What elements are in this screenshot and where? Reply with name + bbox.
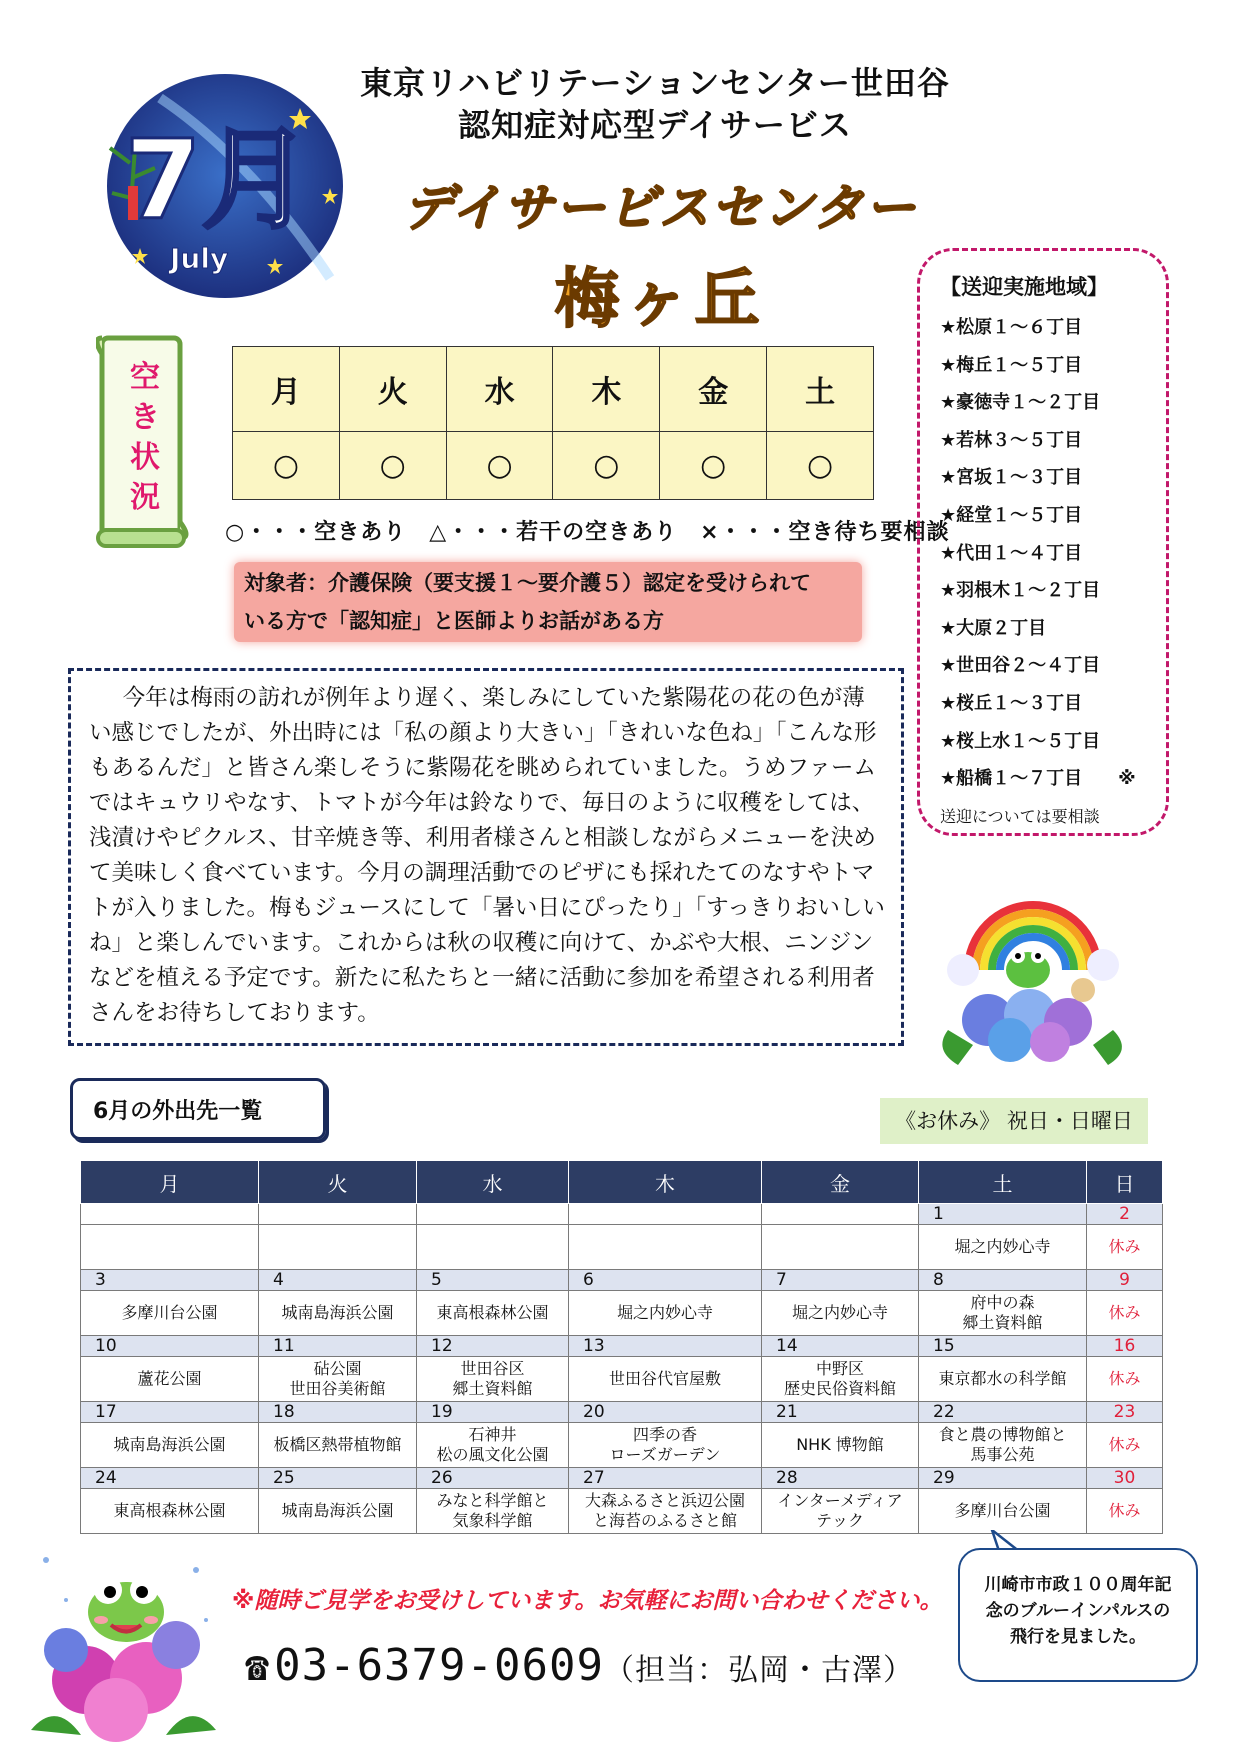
calendar-date: 11 [259, 1336, 417, 1357]
phone-number[interactable]: 03-6379-0609 [274, 1640, 604, 1691]
availability-label: 空き状況 [130, 360, 160, 515]
transport-area-item: ★経堂１～５丁目 [940, 504, 1083, 526]
calendar-date: 22 [919, 1402, 1087, 1423]
contact-phone [245, 1640, 914, 1691]
calendar-place-row [81, 1423, 1163, 1468]
calendar-date: 24 [81, 1468, 259, 1489]
calendar-date: 4 [259, 1270, 417, 1291]
calendar-date: 13 [569, 1336, 762, 1357]
calendar-outing-place [417, 1225, 569, 1270]
calendar-outing-place: 城南島海浜公園 [259, 1291, 417, 1336]
availability-day: 月 [233, 347, 340, 432]
outing-calendar [80, 1160, 1163, 1534]
calendar-date-row [81, 1270, 1163, 1291]
transport-area-note: 送迎については要相談 [940, 806, 1100, 826]
availability-status: ○ [446, 431, 553, 499]
calendar-outing-place [762, 1225, 919, 1270]
transport-area-item: ★大原２丁目 [940, 617, 1047, 639]
monthly-message: 今年は梅雨の訪れが例年より遅く、楽しみにしていた紫陽花の花の色が薄い感じでしたが、外出時には「私の顔より大きい」「きれいな色ね」「こんな形もあるんだ」と皆さん楽しそうに紫陽花を眺められていました。うめファームではキュウリやなす、トマトが今年は鈴なりで、毎日のように収穫をしては、浅漬けやピクルス、甘辛焼き等、利用者様さんと相談しながらメニューを決めて美味しく食べています。今月の調理活動でのピザにも採れたてのなすやトマトが入りました。梅もジュースにして「暑い日にぴったり」「すっきりおいしいね」と楽しんでいます。これからは秋の収穫に向けて、かぶや大根、ニンジンなどを植える予定です。新たに私たちと一緒に活動に参加を希望される利用者さんをお待ちしております。 [68, 668, 904, 1046]
transport-area-item: ★桜丘１～３丁目 [940, 692, 1083, 714]
calendar-date: 16 [1087, 1336, 1163, 1357]
transport-area-item: ★代田１～４丁目 [940, 542, 1083, 564]
calendar-rest-day: 休み [1087, 1489, 1163, 1534]
calendar-outing-place: 四季の香 ローズガーデン [569, 1423, 762, 1468]
calendar-date: 20 [569, 1402, 762, 1423]
org-name-line1: 東京リハビリテーションセンター世田谷 [360, 64, 950, 102]
calendar-date [81, 1204, 259, 1225]
contact-persons: （担当：弘岡・古澤） [603, 1653, 914, 1688]
org-name-line2: 認知症対応型デイサービス [458, 106, 852, 144]
transport-area-item: ★羽根木１～２丁目 [940, 580, 1101, 602]
transport-area-item: ★桜上水１～５丁目 [940, 730, 1101, 752]
calendar-date: 8 [919, 1270, 1087, 1291]
calendar-date [417, 1204, 569, 1225]
calendar-date: 25 [259, 1468, 417, 1489]
calendar-place-row [81, 1291, 1163, 1336]
calendar-outing-place: 食と農の博物館と 馬事公苑 [919, 1423, 1087, 1468]
calendar-date: 23 [1087, 1402, 1163, 1423]
calendar-outing-place: 砧公園 世田谷美術館 [259, 1357, 417, 1402]
calendar-outing-place: 大森ふるさと浜辺公園 と海苔のふるさと館 [569, 1489, 762, 1534]
calendar-outing-place: 多摩川台公園 [81, 1291, 259, 1336]
calendar-date: 12 [417, 1336, 569, 1357]
calendar-date: 27 [569, 1468, 762, 1489]
calendar-date: 10 [81, 1336, 259, 1357]
calendar-day-header: 火 [259, 1161, 417, 1204]
availability-legend: ○・・・空きあり △・・・若干の空きあり ×・・・空き待ち要相談 [225, 520, 950, 545]
calendar-date: 5 [417, 1270, 569, 1291]
calendar-day-header: 日 [1087, 1161, 1163, 1204]
calendar-outing-place: 蘆花公園 [81, 1357, 259, 1402]
calendar-date: 9 [1087, 1270, 1163, 1291]
calendar-day-header: 金 [762, 1161, 919, 1204]
availability-day: 火 [339, 347, 446, 432]
calendar-date: 15 [919, 1336, 1087, 1357]
calendar-date: 21 [762, 1402, 919, 1423]
calendar-outing-place: 中野区 歴史民俗資料館 [762, 1357, 919, 1402]
calendar-date: 17 [81, 1402, 259, 1423]
calendar-outing-place: 東高根森林公園 [81, 1489, 259, 1534]
calendar-day-header: 水 [417, 1161, 569, 1204]
holiday-note: 《お休み》 祝日・日曜日 [880, 1098, 1148, 1144]
calendar-day-header: 月 [81, 1161, 259, 1204]
calendar-date: 18 [259, 1402, 417, 1423]
calendar-rest-day: 休み [1087, 1291, 1163, 1336]
calendar-date: 7 [762, 1270, 919, 1291]
availability-table [232, 346, 874, 500]
calendar-date: 3 [81, 1270, 259, 1291]
calendar-date: 28 [762, 1468, 919, 1489]
july-badge-illustration [100, 68, 358, 306]
calendar-outing-place: みなと科学館と 気象科学館 [417, 1489, 569, 1534]
calendar-outing-place: 世田谷代官屋敷 [569, 1357, 762, 1402]
calendar-outing-place: 石神井 松の風文化公園 [417, 1423, 569, 1468]
calendar-date-row [81, 1204, 1163, 1225]
target-eligibility [234, 562, 862, 642]
transport-area-item: ★宮坂１～３丁目 [940, 467, 1083, 489]
calendar-day-header: 土 [919, 1161, 1087, 1204]
availability-status: ○ [339, 431, 446, 499]
calendar-place-row [81, 1489, 1163, 1534]
availability-day: 木 [553, 347, 660, 432]
calendar-date: 29 [919, 1468, 1087, 1489]
calendar-outing-place: 堀之内妙心寺 [762, 1291, 919, 1336]
hydrangea-frog-illustration [26, 1540, 222, 1750]
availability-status: ○ [767, 431, 874, 499]
calendar-date-row [81, 1402, 1163, 1423]
transport-area-title: 【送迎実施地域】 [940, 275, 1108, 299]
calendar-outing-place [259, 1225, 417, 1270]
outing-list-title: 6月の外出先一覧 [70, 1078, 326, 1140]
transport-area-item: ★梅丘１～５丁目 [940, 354, 1083, 376]
calendar-outing-place: 堀之内妙心寺 [569, 1291, 762, 1336]
calendar-outing-place: インターメディア テック [762, 1489, 919, 1534]
availability-day: 土 [767, 347, 874, 432]
calendar-outing-place [569, 1225, 762, 1270]
calendar-place-row [81, 1357, 1163, 1402]
calendar-outing-place: 板橋区熱帯植物館 [259, 1423, 417, 1468]
calendar-date-row [81, 1468, 1163, 1489]
target-line1: 対象者：介護保険（要支援１～要介護５）認定を受けられて [244, 571, 811, 595]
transport-area-item: ★若林３～５丁目 [940, 429, 1083, 451]
calendar-date [762, 1204, 919, 1225]
availability-status: ○ [233, 431, 340, 499]
calendar-rest-day: 休み [1087, 1357, 1163, 1402]
calendar-place-row [81, 1225, 1163, 1270]
target-line2: いる方で「認知症」と医師よりお話がある方 [244, 609, 664, 633]
availability-day: 水 [446, 347, 553, 432]
calendar-outing-place: 堀之内妙心寺 [919, 1225, 1087, 1270]
calendar-date-row [81, 1336, 1163, 1357]
calendar-date: 14 [762, 1336, 919, 1357]
calendar-date [569, 1204, 762, 1225]
calendar-date: 30 [1087, 1468, 1163, 1489]
rainbow-frog-illustration [918, 890, 1144, 1076]
calendar-outing-place: 多摩川台公園 [919, 1489, 1087, 1534]
calendar-outing-place: NHK 博物館 [762, 1423, 919, 1468]
calendar-date [259, 1204, 417, 1225]
calendar-rest-day: 休み [1087, 1423, 1163, 1468]
visit-invitation: ※随時ご見学をお受けしています。お気軽にお問い合わせください。 [232, 1588, 943, 1614]
transport-area-item: ★船橋１～７丁目 ※ [940, 768, 1136, 790]
calendar-outing-place: 東京都水の科学館 [919, 1357, 1087, 1402]
transport-area-item: ★松原１～６丁目 [940, 317, 1083, 338]
calendar-date: 1 [919, 1204, 1087, 1225]
center-name-title: デイサービスセンター [402, 179, 918, 237]
availability-status: ○ [660, 431, 767, 499]
calendar-outing-place: 城南島海浜公園 [81, 1423, 259, 1468]
calendar-date: 6 [569, 1270, 762, 1291]
transport-area-item: ★世田谷２～４丁目 [940, 655, 1101, 677]
calendar-outing-place: 府中の森 郷土資料館 [919, 1291, 1087, 1336]
calendar-date: 26 [417, 1468, 569, 1489]
calendar-date: 2 [1087, 1204, 1163, 1225]
availability-status: ○ [553, 431, 660, 499]
calendar-outing-place [81, 1225, 259, 1270]
svg-text:7月: 7月 [124, 116, 312, 244]
telephone-icon: ☎ [245, 1644, 271, 1690]
svg-text:July: July [170, 242, 229, 275]
calendar-day-header: 木 [569, 1161, 762, 1204]
transport-area-box [917, 248, 1169, 836]
calendar-rest-day: 休み [1087, 1225, 1163, 1270]
calendar-outing-place: 東高根森林公園 [417, 1291, 569, 1336]
calendar-outing-place: 世田谷区 郷土資料館 [417, 1357, 569, 1402]
availability-day: 金 [660, 347, 767, 432]
transport-area-item: ★豪徳寺１～２丁目 [940, 392, 1101, 414]
blue-impulse-bubble: 川崎市市政１００周年記念のブルーインパルスの飛行を見ました。 [958, 1548, 1198, 1682]
calendar-outing-place: 城南島海浜公園 [259, 1489, 417, 1534]
calendar-date: 19 [417, 1402, 569, 1423]
center-location-title: 梅ヶ丘 [555, 263, 765, 337]
